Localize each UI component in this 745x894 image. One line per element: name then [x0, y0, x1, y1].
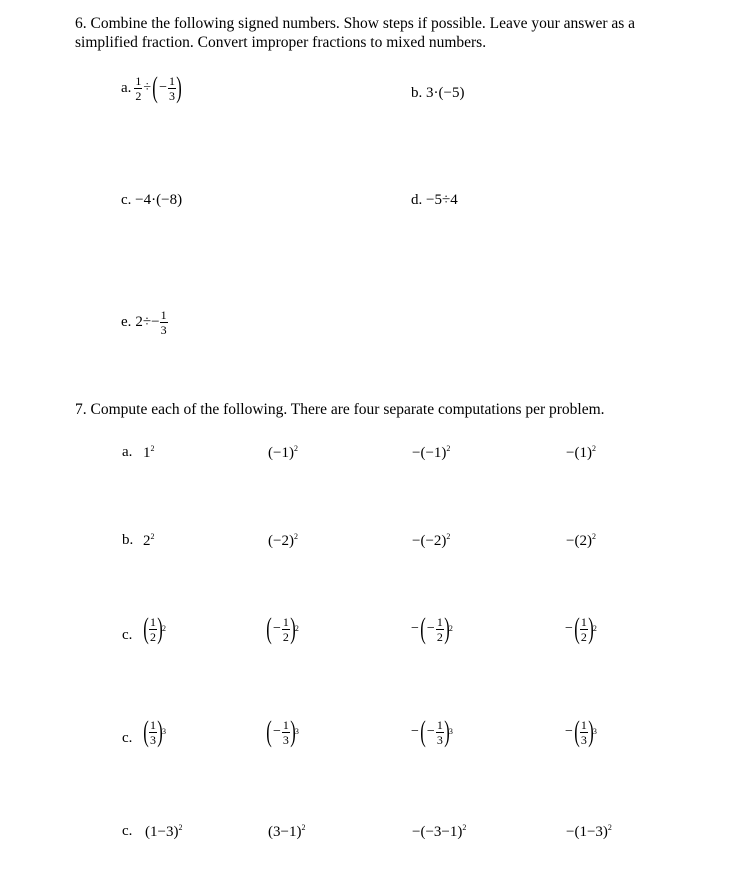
problem-7c1-part-3: − ( − $\frac{1}{2}$ ) 2 — [411, 612, 453, 645]
problem-7c1-part-1: ( $\frac{1}{2}$ ) 2 — [143, 612, 166, 645]
problem-7c2-label: c. — [122, 730, 133, 746]
question-6-prompt — [75, 14, 695, 52]
problem-6d — [411, 193, 458, 208]
problem-7b-part-4: $-(2)^2$ — [566, 532, 596, 549]
problem-6b-label: b. — [411, 85, 423, 101]
problem-6a-label: a. — [121, 79, 132, 96]
problem-6b — [411, 86, 464, 101]
problem-7c3-part-3: $-(-3-1)^2$ — [412, 823, 467, 840]
problem-6e-fraction: $\frac{1}{3}$ — [160, 308, 167, 337]
problem-7b-part-2: $(-2)^2$ — [268, 532, 298, 549]
problem-6e — [121, 309, 168, 336]
problem-7c1-part-2: ( − $\frac{1}{2}$ ) 2 — [266, 612, 299, 645]
problem-6a-operator: ÷ — [143, 80, 152, 95]
problem-6a-fraction-2: $\frac{1}{3}$ — [169, 73, 176, 103]
problem-6d-label: d. — [411, 192, 423, 208]
problem-6c-expression: −4·(−8) — [135, 192, 183, 208]
problem-7a-part-3: $-(-1)^2$ — [412, 444, 451, 461]
question-6-prompt-line-2: simplified fraction. Convert improper fractions to mixed numbers. — [75, 34, 487, 51]
problem-6e-label: e. — [121, 314, 132, 330]
problem-6a-sign: − — [159, 80, 168, 95]
problem-6a: a. $\frac{1}{2}$ ÷ ( − $\frac{1}{3}$ ) — [121, 71, 182, 104]
problem-7c3-part-1: $(1-3)^2$ — [145, 823, 183, 840]
problem-7c2-part-2: ( − $\frac{1}{3}$ ) 3 — [266, 715, 299, 748]
problem-6e-sign: − — [151, 314, 160, 330]
problem-7c3-part-2: $(3-1)^2$ — [268, 823, 306, 840]
problem-7c1-part-4: − ( $\frac{1}{2}$ ) 2 — [565, 612, 597, 645]
problem-7b-label: b. — [122, 532, 134, 548]
problem-7c3-label: c. — [122, 823, 133, 839]
question-7-prompt: 7. Compute each of the following. There are four separate computations per problem. — [75, 401, 605, 418]
question-6-prompt-line-1: 6. Combine the following signed numbers. Show steps if possible. Leave your answer as a — [75, 15, 636, 32]
problem-6e-lead: 2÷ — [135, 314, 152, 330]
problem-7b-part-1: $2^2$ — [143, 532, 155, 549]
problem-7c2-part-4: − ( $\frac{1}{3}$ ) 3 — [565, 715, 597, 748]
problem-7a-part-1: $1^2$ — [143, 444, 155, 461]
problem-7c1-label: c. — [122, 627, 133, 643]
problem-7c3-part-4: $-(1-3)^2$ — [566, 823, 612, 840]
problem-7a-part-2: $(-1)^2$ — [268, 444, 298, 461]
problem-6c — [121, 193, 182, 208]
problem-6b-expression: 3·(−5) — [426, 85, 465, 101]
problem-7c2-part-1: ( $\frac{1}{3}$ ) 3 — [143, 715, 166, 748]
problem-7a-part-4: $-(1)^2$ — [566, 444, 596, 461]
problem-7b-part-3: $-(-2)^2$ — [412, 532, 451, 549]
problem-6a-fraction-1: $\frac{1}{2}$ — [135, 73, 142, 103]
problem-7c2-part-3: − ( − $\frac{1}{3}$ ) 3 — [411, 715, 453, 748]
problem-6c-label: c. — [121, 192, 132, 208]
problem-7a-label: a. — [122, 444, 133, 460]
problem-6d-expression: −5÷4 — [426, 192, 458, 208]
